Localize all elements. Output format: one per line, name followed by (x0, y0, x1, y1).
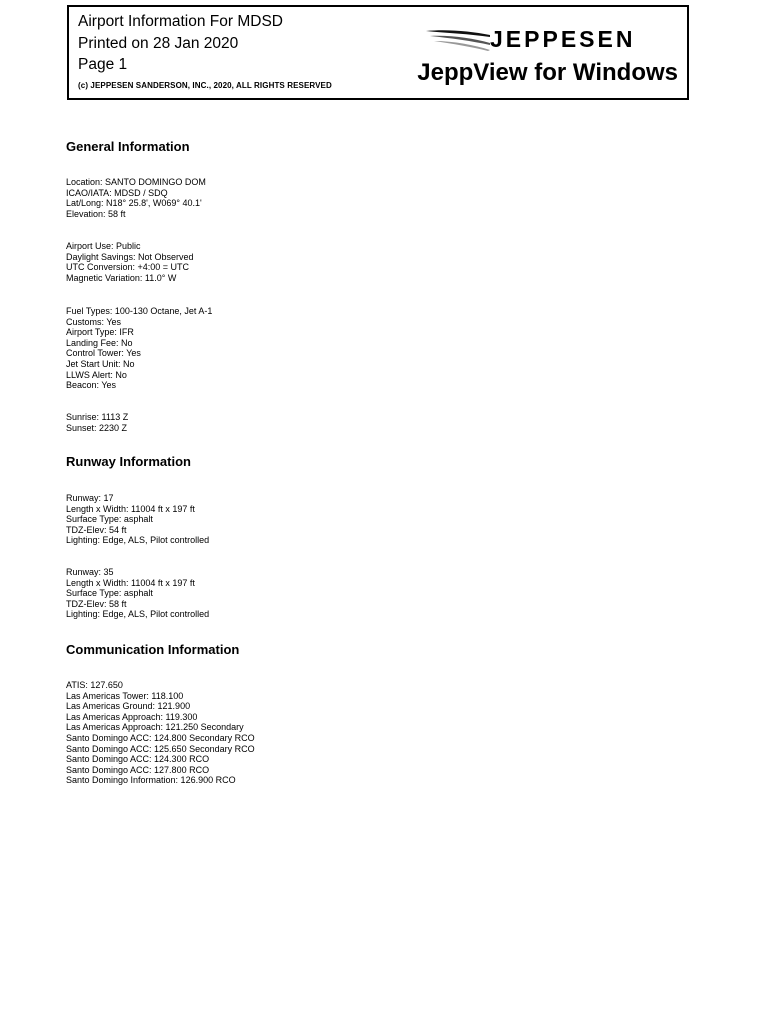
beacon-line: Beacon: Yes (66, 380, 117, 391)
runway-lighting-line: Lighting: Edge, ALS, Pilot controlled (66, 609, 210, 620)
airport-use-line: Airport Use: Public (66, 241, 141, 251)
frequency-line-information: Santo Domingo Information: 126.900 RCO (66, 775, 236, 786)
print-date: Printed on 28 Jan 2020 (78, 34, 239, 52)
copyright-notice: (c) JEPPESEN SANDERSON, INC., 2020, ALL RIGHTS RESERVED (78, 80, 332, 90)
elevation-line: Elevation: 58 ft (66, 208, 126, 219)
frequency-line-approach-secondary: Las Americas Approach: 121.250 Secondary (66, 722, 244, 733)
brand-wordmark: JEPPESEN (490, 26, 636, 52)
runway-id-line: Runway: 35 (66, 567, 114, 577)
runway-tdz-elev-line: TDZ-Elev: 54 ft (66, 524, 127, 535)
customs-line: Customs: Yes (66, 316, 122, 327)
product-name: JeppView for Windows (417, 59, 678, 86)
sunrise-line: Sunrise: 1113 Z (66, 412, 129, 422)
runway-surface-line: Surface Type: asphalt (66, 588, 153, 599)
airport-use-block (66, 241, 194, 283)
frequency-line-atis: ATIS: 127.650 (66, 680, 123, 690)
frequencies-block (66, 680, 255, 786)
sun-times-block (66, 412, 128, 433)
location-line: Location: SANTO DOMINGO DOM (66, 177, 206, 187)
fuel-types-line: Fuel Types: 100-130 Octane, Jet A-1 (66, 306, 213, 316)
general-information-section (66, 139, 686, 155)
icao-iata-line: ICAO/IATA: MDSD / SDQ (66, 187, 168, 198)
runway-lighting-line: Lighting: Edge, ALS, Pilot controlled (66, 535, 210, 546)
section-title-general: General Information (66, 139, 190, 154)
page-number: Page 1 (78, 56, 128, 73)
frequency-line-approach: Las Americas Approach: 119.300 (66, 711, 198, 722)
section-title-communication: Communication Information (66, 642, 240, 657)
section-title-runway: Runway Information (66, 454, 191, 469)
frequency-line-acc-3: Santo Domingo ACC: 124.300 RCO (66, 754, 210, 765)
control-tower-line: Control Tower: Yes (66, 348, 141, 359)
header-info (78, 11, 332, 90)
runway-tdz-elev-line: TDZ-Elev: 58 ft (66, 598, 127, 609)
utc-conversion-line: UTC Conversion: +4:00 = UTC (66, 262, 190, 273)
document-title: Airport Information For MDSD (78, 13, 283, 30)
frequency-line-acc-4: Santo Domingo ACC: 127.800 RCO (66, 764, 210, 775)
sunset-line: Sunset: 2230 Z (66, 422, 128, 433)
location-block (66, 177, 206, 219)
lat-long-line: Lat/Long: N18° 25.8', W069° 40.1' (66, 198, 202, 209)
runway-17-block (66, 493, 209, 546)
magnetic-variation-line: Magnetic Variation: 11.0° W (66, 272, 177, 283)
runway-id-line: Runway: 17 (66, 493, 114, 503)
daylight-savings-line: Daylight Savings: Not Observed (66, 251, 194, 262)
jet-start-unit-line: Jet Start Unit: No (66, 358, 135, 369)
communication-information-section (66, 642, 686, 658)
jeppesen-swoosh-icon (424, 26, 492, 52)
frequency-line-acc-1: Santo Domingo ACC: 124.800 Secondary RCO (66, 732, 255, 743)
runway-information-section (66, 454, 686, 470)
facilities-block (66, 306, 212, 391)
llws-alert-line: LLWS Alert: No (66, 369, 127, 380)
runway-surface-line: Surface Type: asphalt (66, 514, 153, 525)
frequency-line-acc-2: Santo Domingo ACC: 125.650 Secondary RCO (66, 743, 255, 754)
document-header (67, 5, 689, 100)
airport-type-line: Airport Type: IFR (66, 327, 134, 338)
runway-dimensions-line: Length x Width: 11004 ft x 197 ft (66, 503, 195, 514)
runway-35-block (66, 567, 209, 620)
frequency-line-ground: Las Americas Ground: 121.900 (66, 701, 191, 712)
jeppesen-logo (424, 26, 679, 52)
runway-dimensions-line: Length x Width: 11004 ft x 197 ft (66, 577, 195, 588)
frequency-line-tower: Las Americas Tower: 118.100 (66, 690, 184, 701)
landing-fee-line: Landing Fee: No (66, 337, 133, 348)
